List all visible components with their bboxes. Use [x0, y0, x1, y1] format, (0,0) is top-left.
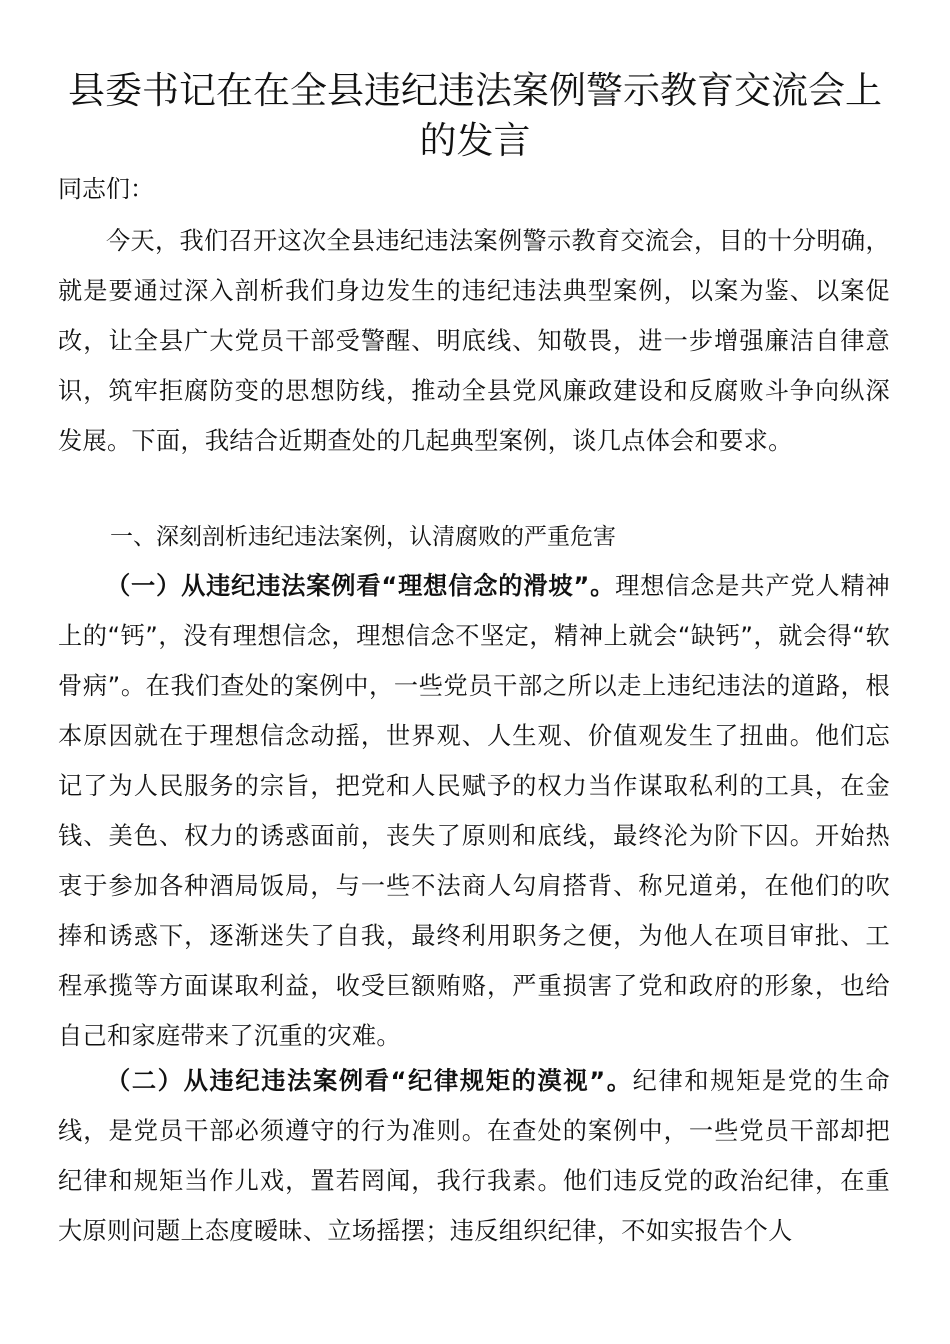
subsection-2-paragraph: [58, 1056, 890, 1256]
subsection-2-body: 纪律和规矩是党的生命线，是党员干部必须遵守的行为准则。在查处的案例中，一些党员干部却把纪律和规矩当作儿戏，置若罔闻，我行我素。他们违反党的政治纪律，在重大原则问题上态度暧昧、立场摇摆；违反组织纪律，不如实报告个人: [58, 1067, 890, 1245]
intro-paragraph: 今天，我们召开这次全县违纪违法案例警示教育交流会，目的十分明确，就是要通过深入剖析我们身边发生的违纪违法典型案例，以案为鉴、以案促改，让全县广大党员干部受警醒、明底线、知敬畏，进一步增强廉洁自律意识，筑牢拒腐防变的思想防线，推动全县党风廉政建设和反腐败斗争向纵深发展。下面，我结合近期查处的几起典型案例，谈几点体会和要求。: [58, 227, 890, 455]
subsection-1-paragraph: [58, 561, 890, 1061]
document-title: 县委书记在在全县违纪违法案例警示教育交流会上的发言: [68, 69, 882, 162]
salutation: 同志们：: [58, 175, 154, 203]
section-heading: 一、深刻剖析违纪违法案例，认清腐败的严重危害: [110, 524, 616, 550]
subsection-1-lead: （一）从违纪违法案例看“理想信念的滑坡”。: [106, 572, 616, 600]
subsection-1-body: 理想信念是共产党人精神上的“钙”，没有理想信念，理想信念不坚定，精神上就会“缺钙”，就会得“软骨病”。在我们查处的案例中，一些党员干部之所以走上违纪违法的道路，根本原因就在于理想信念动摇，世界观、人生观、价值观发生了扭曲。他们忘记了为人民服务的宗旨，把党和人民赋予的权力当作谋取私利的工具，在金钱、美色、权力的诱惑面前，丧失了原则和底线，最终沦为阶下囚。开始热衷于参加各种酒局饭局，与一些不法商人勾肩搭背、称兄道弟，在他们的吹捧和诱惑下，逐渐迷失了自我，最终利用职务之便，为他人在项目审批、工程承揽等方面谋取利益，收受巨额贿赂，严重损害了党和政府的形象，也给自己和家庭带来了沉重的灾难。: [58, 572, 890, 1050]
subsection-2-lead: （二）从违纪违法案例看“纪律规矩的漠视”。: [106, 1067, 633, 1095]
